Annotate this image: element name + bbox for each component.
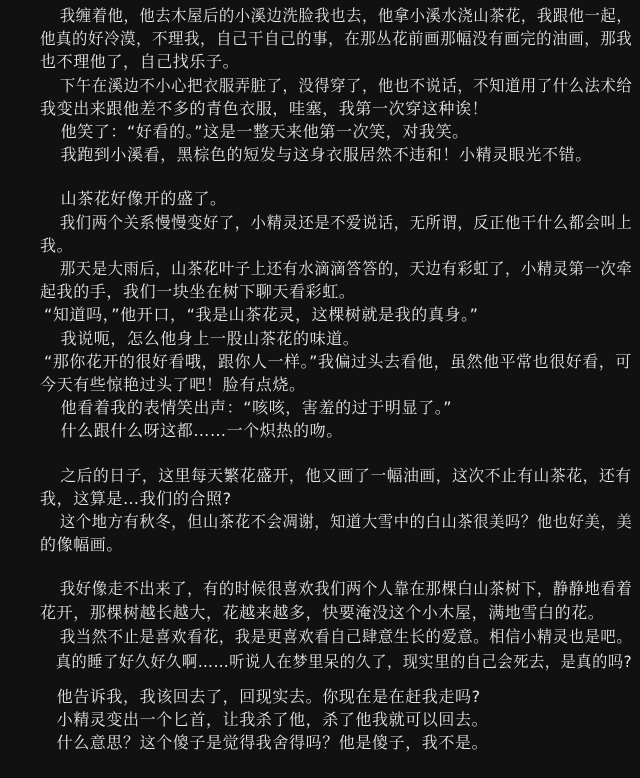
story-line: 这个地方有秋冬，但山茶花不会凋谢，知道大雪中的白山茶很美吗？他也好美，美 — [44, 511, 633, 531]
story-line: 的像幅画。 — [40, 535, 124, 555]
story-line: 我。 — [40, 235, 74, 255]
story-line: 我说呃，怎么他身上一股山茶花的味道。 — [44, 328, 360, 348]
story-line: 也不理他了，自己找乐子。 — [40, 52, 240, 72]
story-line: 什么跟什么呀这都……一个炽热的吻。 — [44, 421, 343, 441]
story-line: 我变出来跟他差不多的青色衣服，哇塞，我第一次穿这种诶！ — [40, 98, 489, 118]
story-line: 那天是大雨后，山茶花叶子上还有水滴滴答答的，天边有彩虹了，小精灵第一次牵 — [44, 259, 633, 278]
story-line: 我，这算是…我们的合照? — [40, 488, 232, 508]
story-line: 我跑到小溪看，黑棕色的短发与这身衣服居然不违和！小精灵眼光不错。 — [44, 145, 592, 165]
story-line: 我当然不止是喜欢看花，我是更喜欢看自己肆意生长的爱意。相信小精灵也是吧。 — [44, 627, 633, 647]
story-line: 小精灵变出一个匕首，让我杀了他，杀了他我就可以回去。 — [40, 710, 489, 730]
story-line: 花开，那棵树越长越大，花越来越多，快要淹没这个小木屋，满地雪白的花。 — [40, 602, 605, 622]
story-line: “知道吗，”他开口，“我是山茶花灵，这棵树就是我的真身。” — [44, 305, 479, 325]
story-line: 我缠着他，他去木屋后的小溪边洗脸我也去，他拿小溪水浇山茶花，我跟他一起， — [44, 6, 633, 25]
story-line: 他看着我的表情笑出声：“咳咳，害羞的过于明显了。” — [44, 398, 453, 418]
story-line: 他笑了：“好看的。”这是一整天来他第一次笑，对我笑。 — [44, 122, 469, 141]
story-line: 什么意思？这个傻子是觉得我舍得吗？他是傻子，我不是。 — [40, 733, 489, 753]
story-line: 他告诉我，我该回去了，回现实去。你现在是在赶我走吗? — [40, 687, 481, 706]
story-line: “那你花开的很好看哦，跟你人一样。”我偏过头去看他，虽然他平常也很好看，可 — [44, 351, 632, 371]
story-line: 之后的日子，这里每天繁花盛开，他又画了一幅油画，这次不止有山茶花，还有 — [44, 465, 632, 485]
story-line: 山茶花好像开的盛了。 — [44, 189, 227, 209]
story-line: 真的睡了好久好久啊……听说人在梦里呆的久了，现实里的自己会死去，是真的吗? — [40, 652, 633, 672]
story-line: 今天有些惊艳过头了吧！脸有点烧。 — [40, 375, 306, 394]
story-line: 我们两个关系慢慢变好了，小精灵还是不爱说话，无所谓，反正他干什么都会叫上 — [44, 212, 633, 232]
story-line: 他真的好冷漠，不理我，自己干自己的事，在那丛花前画那幅没有画完的油画，那我 — [40, 29, 633, 49]
story-line: 下午在溪边不小心把衣服弄脏了，没得穿了，他也不说话，不知道用了什么法术给 — [44, 75, 633, 95]
story-line: 起我的手，我们一块坐在树下聊天看彩虹。 — [40, 282, 356, 302]
story-line: 我好像走不出来了，有的时候很喜欢我们两个人靠在那棵白山茶树下，静静地看着 — [44, 579, 633, 599]
